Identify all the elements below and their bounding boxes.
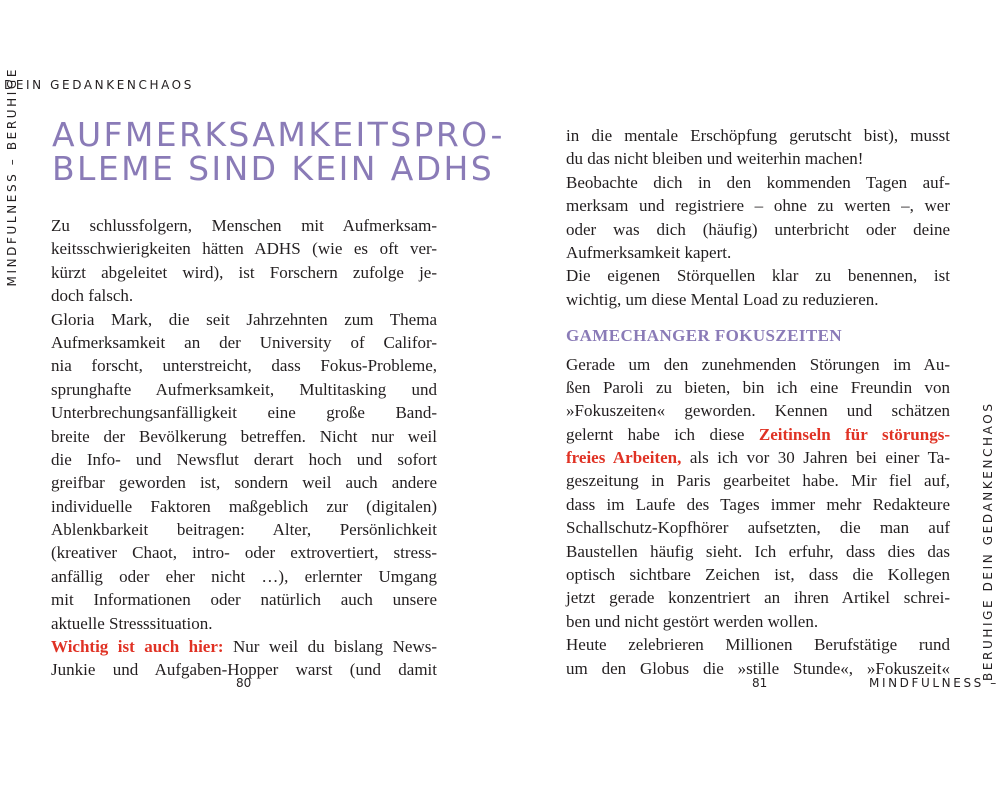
section-subheading: GAMECHANGER FOKUSZEITEN [566, 326, 843, 346]
body-line: Heute zelebrieren Millionen Berufstätige rund [566, 635, 950, 655]
body-line: mit Informationen oder natürlich auch unsere [51, 590, 437, 610]
running-head-left-top: DEIN GEDANKENCHAOS [4, 78, 194, 92]
page-number-left: 80 [236, 676, 252, 690]
body-line: in die mentale Erschöpfung gerutscht bist), musst [566, 126, 950, 145]
body-line-highlight [51, 635, 437, 658]
body-line: ßen Paroli zu bieten, bin ich eine Freundin von [566, 377, 950, 397]
body-line: nia forscht, unterstreicht, dass Fokus-Probleme, [51, 356, 437, 376]
body-line: Zu schlussfolgern, Menschen mit Aufmerksam- [51, 216, 437, 235]
body-line-highlight [566, 423, 950, 446]
body-line: kürzt abgeleitet wird), ist Forschern zufolge je- [51, 262, 437, 282]
highlight-label: Wichtig ist auch hier: [51, 637, 224, 657]
running-head-right-bottom: MINDFULNESS – [869, 676, 999, 690]
highlight-prefix: gelernt habe ich diese [566, 424, 759, 444]
body-line: Gerade um den zunehmenden Störungen im Au- [566, 354, 950, 374]
body-line: »Fokuszeiten« geworden. Kennen und schätzen [566, 401, 950, 421]
right-page-body [566, 124, 950, 680]
body-line: aktuelle Stresssituation. [51, 613, 213, 633]
body-line: breite der Bevölkerung betreffen. Nicht nur weil [51, 426, 437, 446]
body-line: jetzt gerade konzentriert an ihren Artikel schrei- [566, 588, 950, 608]
body-line: oder was dich (häufig) unterbricht oder deine [566, 219, 950, 239]
body-line: optisch sichtbare Zeichen ist, dass die Kollegen [566, 565, 950, 585]
chapter-title-line: AUFMERKSAMKEITSPRO- [52, 115, 505, 154]
body-line: Ablenkbarkeit beitragen: Alter, Persönlichkeit [51, 520, 437, 540]
chapter-title-line: BLEME SIND KEIN ADHS [52, 149, 495, 188]
body-line: dass im Laufe des Tages immer mehr Redakteure [566, 494, 950, 514]
body-line: ben und nicht gestört werden wollen. [566, 611, 819, 631]
body-line: Aufmerksamkeit an der University of Califor- [51, 332, 437, 352]
body-line: wichtig, um diese Mental Load zu reduzieren. [566, 289, 879, 309]
body-line: Schallschutz-Kopfhörer aufsetzten, die man auf [566, 518, 950, 538]
body-line: Unterbrechungsanfälligkeit eine große Band- [51, 403, 437, 423]
body-line: greifbar geworden ist, sondern weil auch andere [51, 473, 437, 493]
highlight-rest: als ich vor 30 Jahren bei einer Ta- [681, 448, 950, 468]
body-line: (kreativer Chaot, intro- oder extrovertiert, stress- [51, 543, 437, 563]
left-page-body [51, 214, 437, 682]
page-number-right: 81 [752, 676, 768, 690]
body-line: merksam und registriere – ohne zu werten –, wer [566, 196, 950, 216]
body-line: individuelle Faktoren maßgeblich zur (digitalen) [51, 496, 437, 516]
body-line: Baustellen häufig sieht. Ich erfuhr, dass dies das [566, 541, 950, 561]
body-line: anfällig oder eher nicht …), erlernter Umgang [51, 566, 437, 586]
running-head-right-vertical: BERUHIGE DEIN GEDANKENCHAOS [981, 401, 995, 681]
body-line-highlight [566, 446, 950, 469]
body-line: keitsschwierigkeiten hätten ADHS (wie es oft ver- [51, 239, 437, 259]
chapter-title [52, 115, 505, 188]
body-line: Die eigenen Störquellen klar zu benennen, ist [566, 266, 950, 286]
running-head-left-vertical: MINDFULNESS – BERUHIGE [5, 67, 19, 287]
body-line: du das nicht bleiben und weiterhin machen! [566, 149, 864, 169]
body-line: um den Globus die »stille Stunde«, »Fokuszeit« [566, 658, 950, 678]
body-line: Beobachte dich in den kommenden Tagen auf- [566, 172, 950, 192]
body-line: Gloria Mark, die seit Jahrzehnten zum Thema [51, 309, 437, 329]
body-line: Junkie und Aufgaben-Hopper warst (und damit [51, 660, 437, 680]
highlight-phrase: freies Arbeiten, [566, 448, 682, 468]
body-line: die Info- und Newsflut derart hoch und sofort [51, 449, 437, 469]
body-line: Aufmerksamkeit kapert. [566, 242, 732, 262]
body-line: doch falsch. [51, 286, 134, 306]
body-line: geszeitung in Paris gearbeitet habe. Mir fiel auf, [566, 471, 950, 491]
body-line: sprunghafte Aufmerksamkeit, Multitasking und [51, 379, 437, 399]
highlight-phrase: Zeitinseln für störungs- [758, 424, 950, 444]
highlight-rest: Nur weil du bislang News- [223, 637, 437, 657]
